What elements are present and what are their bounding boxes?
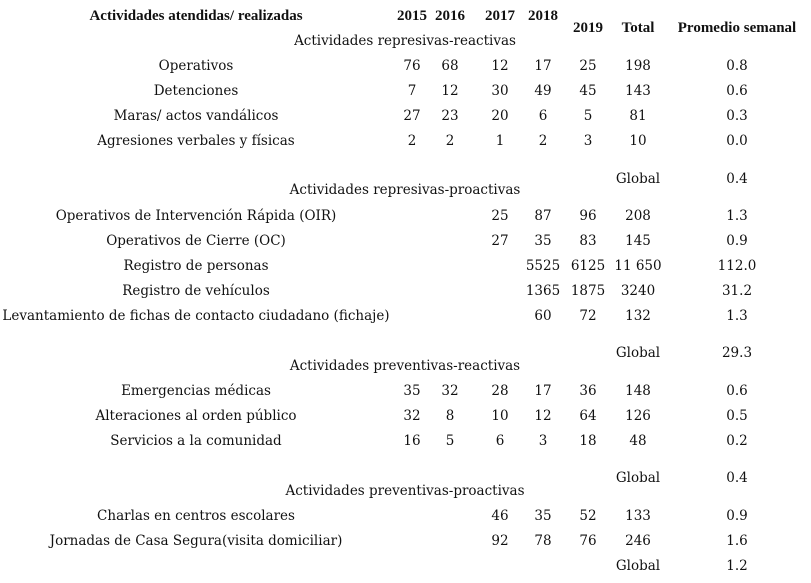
cell-year-2019: 96	[579, 208, 597, 224]
row-label: Operativos	[158, 58, 234, 74]
header-year-2018: 2018	[528, 8, 558, 24]
cell-year-2016: 32	[441, 383, 459, 399]
cell-year-2019: 64	[579, 408, 597, 424]
cell-weekly-average: 0.8	[726, 58, 748, 74]
global-value: 29.3	[721, 345, 753, 361]
cell-total: 133	[625, 508, 651, 524]
cell-year-2019: 36	[579, 383, 597, 399]
row-label: Maras/ actos vandálicos	[113, 108, 279, 124]
cell-year-2018: 3	[538, 433, 548, 449]
cell-year-2018: 17	[534, 58, 552, 74]
cell-weekly-average: 1.3	[726, 208, 748, 224]
global-label: Global	[615, 558, 661, 574]
row-label: Charlas en centros escolares	[97, 508, 295, 524]
cell-total: 126	[625, 408, 651, 424]
cell-year-2017: 46	[491, 508, 509, 524]
cell-year-2018: 1365	[525, 283, 561, 299]
cell-year-2019: 3	[583, 133, 593, 149]
cell-weekly-average: 1.3	[726, 308, 748, 324]
cell-year-2017: 27	[491, 233, 509, 249]
section-title: Actividades represivas-proactivas	[289, 182, 521, 198]
cell-weekly-average: 0.3	[726, 108, 748, 124]
cell-year-2017: 10	[491, 408, 509, 424]
cell-weekly-average: 0.9	[726, 508, 748, 524]
header-year-2015: 2015	[397, 8, 427, 24]
global-value: 0.4	[726, 171, 748, 187]
header-weekly-average: Promedio semanal	[677, 20, 797, 36]
section-title: Actividades preventivas-proactivas	[285, 483, 525, 499]
cell-year-2019: 1875	[570, 283, 606, 299]
cell-year-2018: 17	[534, 383, 552, 399]
cell-weekly-average: 1.6	[726, 533, 748, 549]
cell-total: 132	[625, 308, 651, 324]
cell-year-2017: 28	[491, 383, 509, 399]
cell-year-2018: 2	[538, 133, 548, 149]
cell-year-2018: 60	[534, 308, 552, 324]
cell-weekly-average: 0.6	[726, 83, 748, 99]
cell-total: 11 650	[614, 258, 662, 274]
cell-year-2016: 68	[441, 58, 459, 74]
cell-year-2019: 6125	[570, 258, 606, 274]
cell-year-2016: 12	[441, 83, 459, 99]
cell-total: 81	[629, 108, 647, 124]
cell-year-2018: 49	[534, 83, 552, 99]
cell-year-2015: 16	[403, 433, 421, 449]
cell-year-2017: 20	[491, 108, 509, 124]
cell-year-2019: 18	[579, 433, 597, 449]
header-activity: Actividades atendidas/ realizadas	[89, 8, 303, 24]
cell-year-2018: 6	[538, 108, 548, 124]
cell-year-2019: 5	[583, 108, 593, 124]
row-label: Agresiones verbales y físicas	[97, 133, 295, 149]
cell-weekly-average: 0.0	[726, 133, 748, 149]
cell-year-2018: 87	[534, 208, 552, 224]
cell-year-2016: 23	[441, 108, 459, 124]
row-label: Operativos de Cierre (OC)	[106, 233, 286, 249]
cell-year-2017: 30	[491, 83, 509, 99]
cell-year-2015: 27	[403, 108, 421, 124]
cell-year-2019: 52	[579, 508, 597, 524]
cell-year-2018: 12	[534, 408, 552, 424]
cell-weekly-average: 31.2	[721, 283, 753, 299]
cell-year-2018: 35	[534, 233, 552, 249]
row-label: Emergencias médicas	[121, 383, 271, 399]
cell-weekly-average: 0.6	[726, 383, 748, 399]
cell-year-2017: 92	[491, 533, 509, 549]
cell-year-2015: 32	[403, 408, 421, 424]
cell-total: 48	[629, 433, 647, 449]
cell-year-2015: 7	[407, 83, 417, 99]
header-year-2019: 2019	[573, 20, 603, 36]
row-label: Alteraciones al orden público	[95, 408, 297, 424]
cell-total: 246	[625, 533, 651, 549]
row-label: Operativos de Intervención Rápida (OIR)	[55, 208, 337, 224]
cell-year-2017: 6	[495, 433, 505, 449]
cell-year-2018: 78	[534, 533, 552, 549]
cell-year-2016: 2	[445, 133, 455, 149]
global-label: Global	[615, 470, 661, 486]
cell-total: 10	[629, 133, 647, 149]
header-year-2017: 2017	[485, 8, 515, 24]
cell-weekly-average: 0.5	[726, 408, 748, 424]
cell-total: 3240	[620, 283, 656, 299]
cell-year-2016: 5	[445, 433, 455, 449]
cell-total: 145	[625, 233, 651, 249]
cell-weekly-average: 0.2	[726, 433, 748, 449]
cell-year-2016: 8	[445, 408, 455, 424]
global-label: Global	[615, 171, 661, 187]
cell-year-2018: 5525	[525, 258, 561, 274]
row-label: Jornadas de Casa Segura(visita domiciliar)	[49, 533, 343, 549]
global-value: 1.2	[726, 558, 748, 574]
row-label: Registro de personas	[123, 258, 269, 274]
cell-weekly-average: 0.9	[726, 233, 748, 249]
cell-year-2019: 25	[579, 58, 597, 74]
cell-year-2017: 25	[491, 208, 509, 224]
global-value: 0.4	[726, 470, 748, 486]
cell-year-2017: 1	[495, 133, 505, 149]
cell-year-2015: 76	[403, 58, 421, 74]
cell-total: 143	[625, 83, 651, 99]
header-year-2016: 2016	[435, 8, 465, 24]
row-label: Detenciones	[153, 83, 239, 99]
cell-weekly-average: 112.0	[717, 258, 757, 274]
cell-total: 148	[625, 383, 651, 399]
row-label: Levantamiento de fichas de contacto ciudadano (fichaje)	[2, 308, 390, 324]
cell-total: 198	[625, 58, 651, 74]
header-total: Total	[621, 20, 655, 36]
cell-year-2015: 35	[403, 383, 421, 399]
cell-year-2019: 83	[579, 233, 597, 249]
cell-year-2019: 76	[579, 533, 597, 549]
cell-year-2017: 12	[491, 58, 509, 74]
cell-year-2015: 2	[407, 133, 417, 149]
section-title: Actividades represivas-reactivas	[294, 33, 516, 49]
cell-year-2019: 45	[579, 83, 597, 99]
row-label: Registro de vehículos	[122, 283, 270, 299]
row-label: Servicios a la comunidad	[110, 433, 282, 449]
cell-total: 208	[625, 208, 651, 224]
global-label: Global	[615, 345, 661, 361]
cell-year-2019: 72	[579, 308, 597, 324]
section-title: Actividades preventivas-reactivas	[289, 358, 521, 374]
cell-year-2018: 35	[534, 508, 552, 524]
